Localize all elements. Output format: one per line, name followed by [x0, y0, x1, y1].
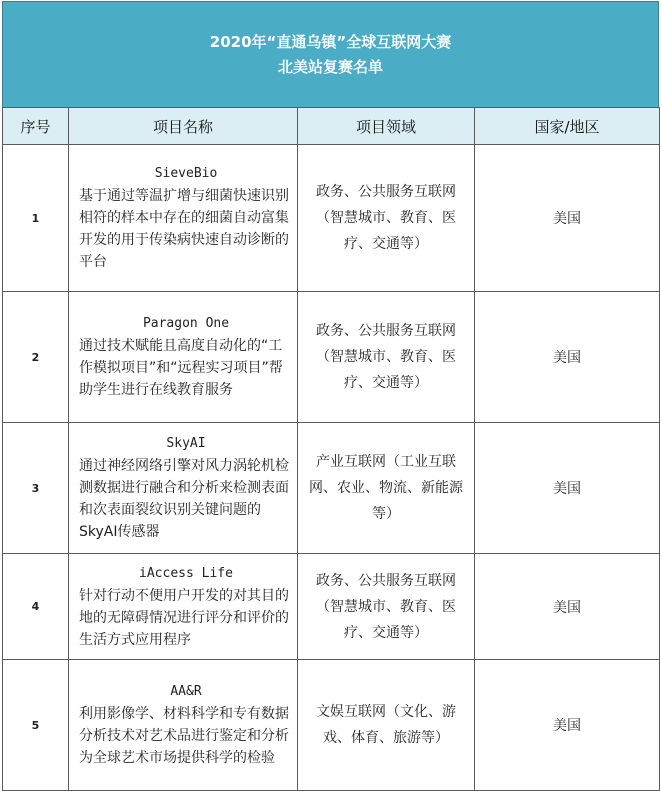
project-description: 通过技术赋能且高度自动化的“工作模拟项目”和“远程实习项目”帮助学生进行在线教育服务 — [79, 338, 283, 398]
row-number: 1 — [3, 145, 69, 292]
row-number: 3 — [3, 423, 69, 554]
project-field: 产业互联网（工业互联网、农业、物流、新能源等） — [298, 423, 475, 554]
title-line-2: 北美站复赛名单 — [277, 57, 383, 76]
project-field: 文娱互联网（文化、游戏、体育、旅游等） — [298, 660, 475, 791]
country: 美国 — [475, 660, 660, 791]
col-header-project: 项目名称 — [69, 108, 298, 145]
table-row — [3, 554, 660, 660]
row-number: 5 — [3, 660, 69, 791]
col-header-no: 序号 — [3, 108, 69, 145]
project-cell — [69, 145, 298, 292]
project-description: 通过神经网络引擎对风力涡轮机检测数据进行融合和分析来检测表面和次表面裂纹识别关键问题的SkyAI传感器 — [79, 458, 289, 540]
table-row — [3, 423, 660, 554]
project-cell — [69, 554, 298, 660]
col-header-field: 项目领域 — [298, 108, 475, 145]
project-name: Paragon One — [142, 316, 230, 331]
project-description: 针对行动不便用户开发的对其目的地的无障碍情况进行评分和评价的生活方式应用程序 — [79, 587, 289, 648]
roster-document — [2, 1, 659, 791]
row-number: 2 — [3, 292, 69, 423]
header-row — [3, 108, 660, 145]
title-band — [2, 1, 659, 107]
project-description: 基于通过等温扩增与细菌快速识别相符的样本中存在的细菌自动富集开发的用于传染病快速自动诊断的平台 — [79, 188, 289, 270]
country: 美国 — [475, 554, 660, 660]
col-header-country: 国家/地区 — [475, 108, 660, 145]
project-field: 政务、公共服务互联网（智慧城市、教育、医疗、交通等） — [298, 145, 475, 292]
project-name: AA&R — [170, 684, 202, 699]
project-field: 政务、公共服务互联网（智慧城市、教育、医疗、交通等） — [298, 554, 475, 660]
country: 美国 — [475, 292, 660, 423]
title-line-1: 2020年“直通乌镇”全球互联网大赛 — [209, 32, 452, 51]
country: 美国 — [475, 423, 660, 554]
project-description: 利用影像学、材料科学和专有数据分析技术对艺术品进行鉴定和分析为全球艺术市场提供科学的检验 — [79, 706, 289, 766]
project-name: SkyAI — [166, 436, 206, 451]
project-field: 政务、公共服务互联网（智慧城市、教育、医疗、交通等） — [298, 292, 475, 423]
roster-table — [2, 107, 660, 791]
row-number: 4 — [3, 554, 69, 660]
table-row — [3, 660, 660, 791]
project-cell — [69, 660, 298, 791]
country: 美国 — [475, 145, 660, 292]
project-name: SieveBio — [154, 166, 218, 181]
project-cell — [69, 423, 298, 554]
table-row — [3, 292, 660, 423]
project-cell — [69, 292, 298, 423]
project-name: iAccess Life — [139, 565, 233, 581]
table-row — [3, 145, 660, 292]
